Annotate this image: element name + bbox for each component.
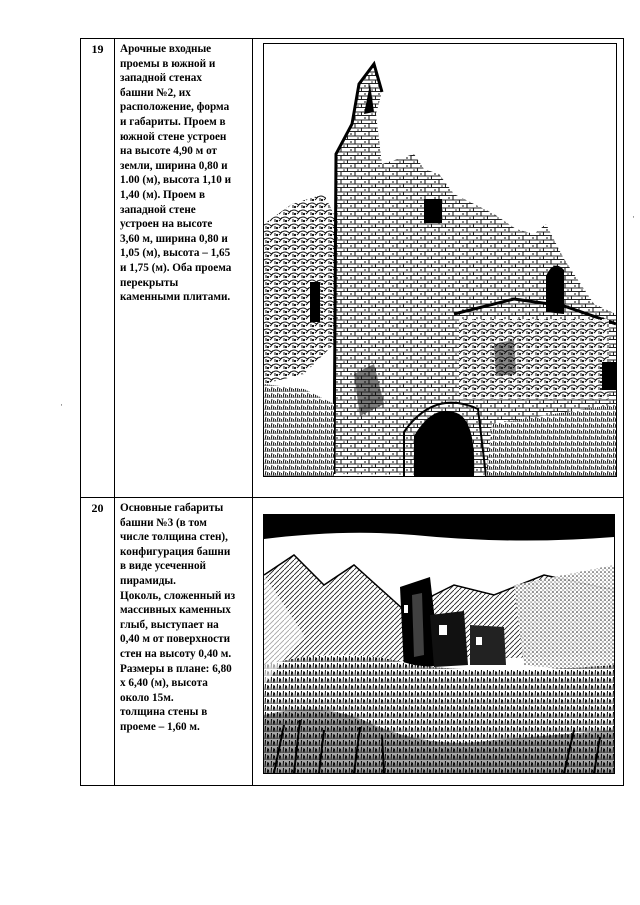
row-number: 19	[81, 39, 115, 498]
scan-speck: ·	[632, 212, 635, 222]
mountain-tower-landscape-icon	[264, 515, 614, 773]
photo-cell	[253, 39, 624, 498]
tower-ruin-photo	[263, 43, 617, 477]
mountain-tower-photo	[263, 514, 615, 774]
table-row	[81, 39, 624, 498]
row-description: Основные габариты башни №3 (в том числе толщина стен), конфигурация башни в виде усеченной пирамиды. Цоколь, сложенный из массивных каменных глыб, выступает на 0,40 м от поверхности стен на высоту 0,40 м. Размеры в плане: 6,80 х 6,40 (м), высота около 15м. толщина стены в проеме – 1,60 м.	[115, 498, 253, 786]
document-table	[80, 38, 624, 786]
photo-cell	[253, 498, 624, 786]
scan-speck: ·	[60, 400, 63, 410]
row-description: Арочные входные проемы в южной и западной стенах башни №2, их расположение, форма и габариты. Проем в южной стене устроен на высоте 4,90 м от земли, ширина 0,80 и 1.00 (м), высота 1,10 и 1,40 (м). Проем в западной стене устроен на высоте 3,60 м, ширина 0,80 и 1,05 (м), высота – 1,65 и 1,75 (м). Оба проема перекрыты каменными плитами.	[115, 39, 253, 498]
row-number: 20	[81, 498, 115, 786]
table-row	[81, 498, 624, 786]
stone-tower-ruin-icon	[264, 44, 616, 476]
